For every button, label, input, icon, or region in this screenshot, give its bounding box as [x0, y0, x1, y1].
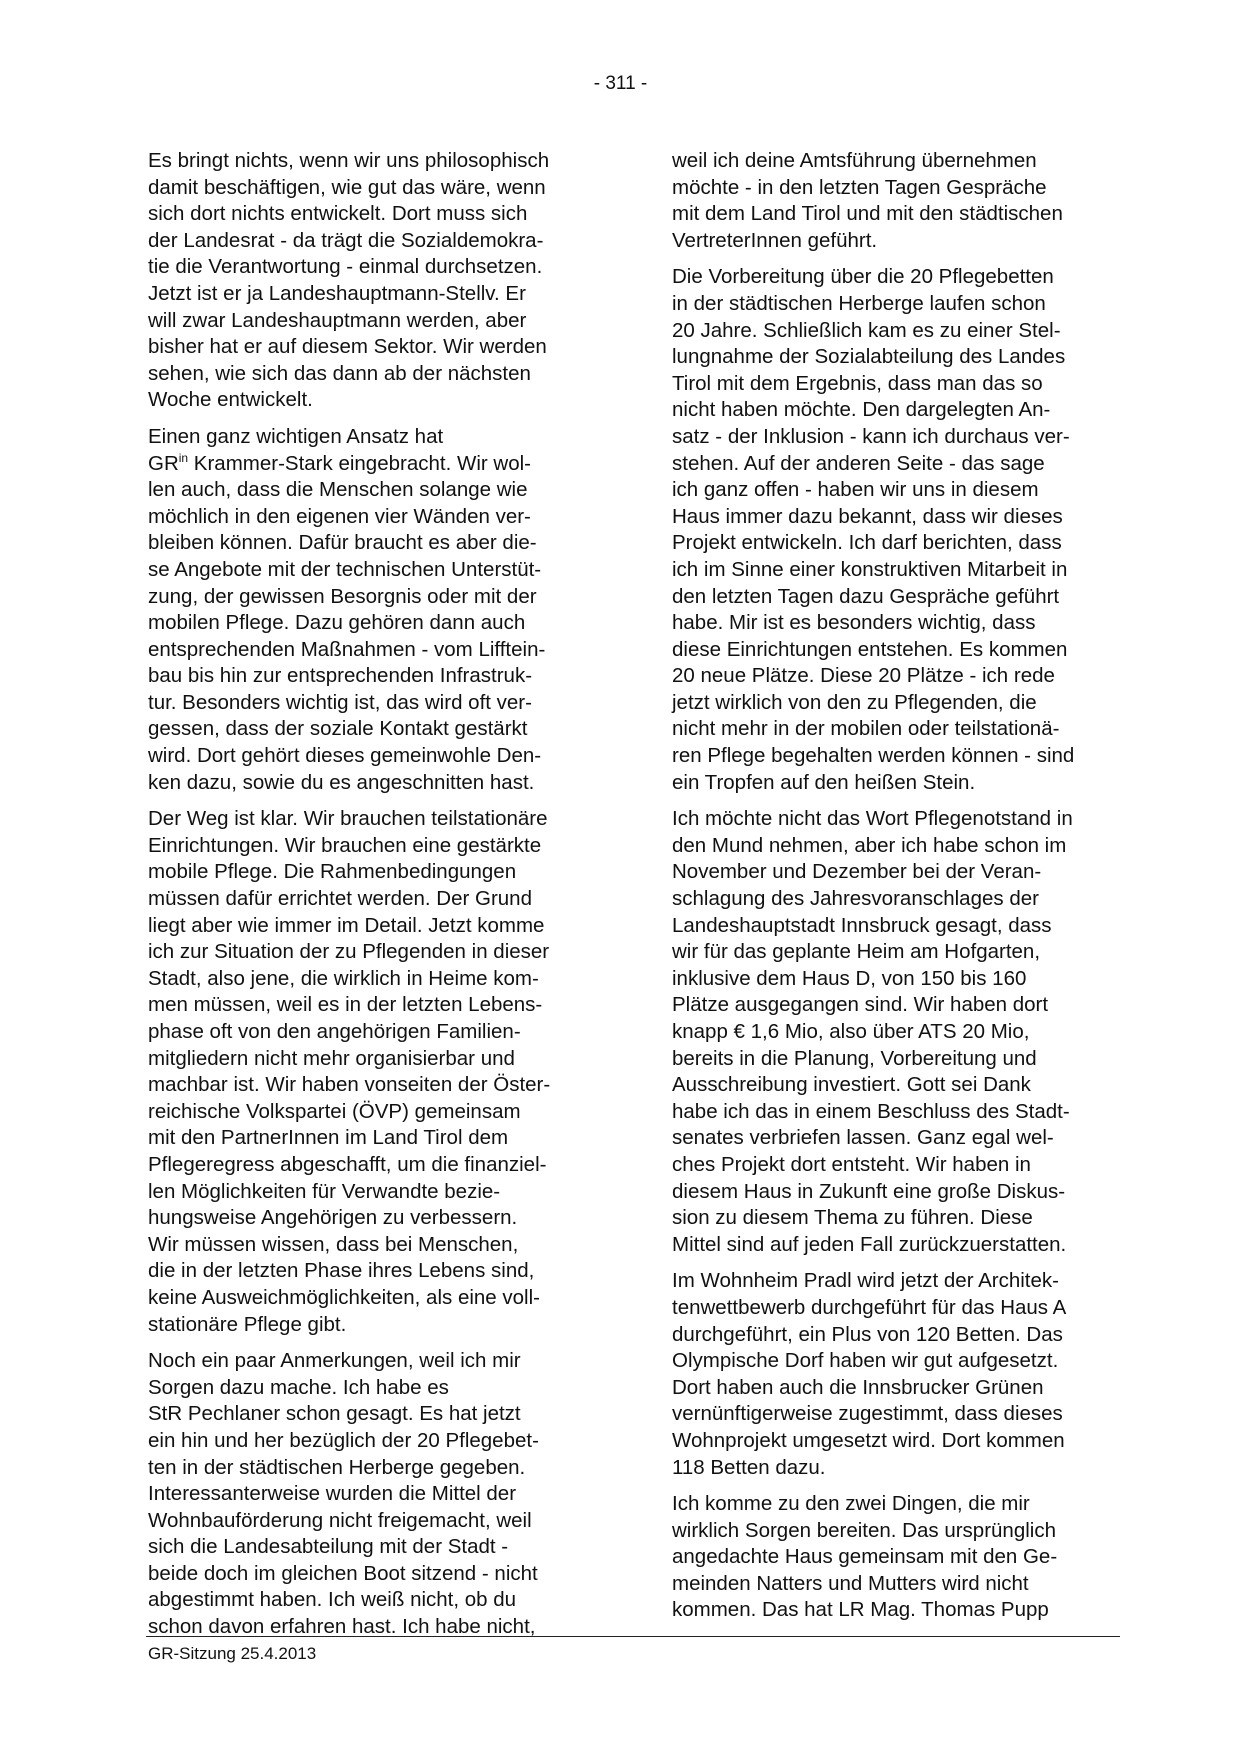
text-line: reichische Volkspartei (ÖVP) gemeinsam — [148, 1099, 521, 1123]
text-line: tur. Besonders wichtig ist, das wird oft ver- — [148, 690, 532, 714]
text-line: will zwar Landeshauptmann werden, aber — [148, 308, 527, 332]
footer-divider — [146, 1636, 1120, 1637]
text-line: Ich möchte nicht das Wort Pflegenotstand in — [672, 807, 1073, 831]
text-line: durchgeführt, ein Plus von 120 Betten. Das — [672, 1322, 1063, 1346]
text-line: bereits in die Planung, Vorbereitung und — [672, 1046, 1037, 1070]
text-line: len Möglichkeiten für Verwandte bezie- — [148, 1179, 501, 1203]
text-line: satz - der Inklusion - kann ich durchaus ver- — [672, 424, 1070, 448]
text-line: mobile Pflege. Die Rahmenbedingungen — [148, 860, 517, 884]
page-number: - 311 - — [593, 73, 648, 94]
text-line: $GR^{in}$ Krammer-Stark eingebracht. Wir wol- — [148, 450, 531, 475]
text-line: die in der letzten Phase ihres Lebens sind, — [148, 1259, 535, 1283]
text-line: möchte - in den letzten Tagen Gespräche — [672, 175, 1047, 199]
text-line: ken dazu, sowie du es angeschnitten hast. — [148, 770, 535, 794]
text-line: ich im Sinne einer konstruktiven Mitarbeit in — [672, 557, 1068, 581]
text-line: angedachte Haus gemeinsam mit den Ge- — [672, 1545, 1058, 1569]
text-line: phase oft von den angehörigen Familien- — [148, 1020, 521, 1043]
text-line: Dort haben auch die Innsbrucker Grünen — [672, 1375, 1044, 1399]
text-line: Haus immer dazu bekannt, dass wir dieses — [672, 504, 1063, 528]
text-line: den Mund nehmen, aber ich habe schon im — [672, 833, 1067, 857]
text-line: sion zu diesem Thema zu führen. Diese — [672, 1206, 1033, 1230]
text-line: se Angebote mit der technischen Unterstüt- — [148, 557, 542, 581]
text-line: men müssen, weil es in der letzten Lebens- — [148, 993, 543, 1017]
paragraph — [148, 1348, 603, 1641]
text-line: damit beschäftigen, wie gut das wäre, wenn — [148, 175, 546, 199]
text-line: 118 Betten dazu. — [672, 1455, 826, 1479]
text-line: Es bringt nichts, wenn wir uns philosophisch — [148, 149, 550, 172]
right-column — [672, 148, 1127, 1624]
text-line: Wir müssen wissen, dass bei Menschen, — [148, 1232, 519, 1256]
text-line: Der Weg ist klar. Wir brauchen teilstationäre — [148, 807, 548, 831]
text-line: tenwettbewerb durchgeführt für das Haus A — [672, 1295, 1067, 1319]
text-line: mitgliedern nicht mehr organisierbar und — [148, 1046, 515, 1070]
text-line: meinden Natters und Mutters wird nicht — [672, 1571, 1029, 1595]
text-line: schon davon erfahren hast. Ich habe nicht, — [148, 1615, 536, 1639]
text-line: stationäre Pflege gibt. — [148, 1312, 347, 1336]
text-line: den letzten Tagen dazu Gespräche geführt — [672, 584, 1060, 608]
text-line: stehen. Auf der anderen Seite - das sage — [672, 451, 1045, 475]
text-line: 20 Jahre. Schließlich kam es zu einer Stel- — [672, 318, 1061, 342]
text-line: machbar ist. Wir haben vonseiten der Öster- — [148, 1073, 551, 1097]
text-line: Projekt entwickeln. Ich darf berichten, dass — [672, 531, 1062, 555]
text-line: 20 neue Plätze. Diese 20 Plätze - ich rede — [672, 664, 1055, 688]
text-line: November und Dezember bei der Veran- — [672, 860, 1042, 884]
text-line: ein Tropfen auf den heißen Stein. — [672, 770, 976, 794]
paragraph — [148, 148, 603, 414]
paragraph — [672, 148, 1127, 254]
text-line: gessen, dass der soziale Kontakt gestärkt — [148, 717, 528, 741]
text-line: knapp € 1,6 Mio, also über ATS 20 Mio, — [672, 1020, 1030, 1043]
text-line: weil ich deine Amtsführung übernehmen — [672, 149, 1037, 172]
text-line: StR Pechlaner schon gesagt. Es hat jetzt — [148, 1402, 521, 1426]
superscript: in — [178, 450, 189, 465]
text-line: senates verbriefen lassen. Ganz egal wel- — [672, 1126, 1054, 1150]
text-line: jetzt wirklich von den zu Pflegenden, die — [672, 690, 1037, 714]
text-line: wirklich Sorgen bereiten. Das ursprünglich — [672, 1518, 1056, 1542]
text-line: habe ich das in einem Beschluss des Stadt- — [672, 1099, 1070, 1123]
text-line: Ich komme zu den zwei Dingen, die mir — [672, 1492, 1030, 1516]
text-line: Einrichtungen. Wir brauchen eine gestärkte — [148, 833, 542, 857]
text-line: ich ganz offen - haben wir uns in diesem — [672, 478, 1039, 502]
paragraph — [672, 806, 1127, 1258]
text-line: diese Einrichtungen entstehen. Es kommen — [672, 637, 1068, 661]
text-line: bisher hat er auf diesem Sektor. Wir werden — [148, 335, 547, 359]
text-line: lungnahme der Sozialabteilung des Landes — [672, 345, 1066, 369]
left-column — [148, 148, 603, 1641]
footer-session-date: GR-Sitzung 25.4.2013 — [148, 1644, 317, 1663]
text-line: Noch ein paar Anmerkungen, weil ich mir — [148, 1349, 521, 1373]
text-line: mit dem Land Tirol und mit den städtischen — [672, 202, 1063, 226]
text-line: Tirol mit dem Ergebnis, dass man das so — [672, 371, 1043, 395]
text-line: len auch, dass die Menschen solange wie — [148, 478, 528, 502]
text-line: nicht haben möchte. Den dargelegten An- — [672, 398, 1051, 422]
text-line: möchlich in den eigenen vier Wänden ver- — [148, 504, 531, 528]
text-line: inklusive dem Haus D, von 150 bis 160 — [672, 966, 1027, 990]
text-line: ich zur Situation der zu Pflegenden in dieser — [148, 940, 550, 964]
text-line: mobilen Pflege. Dazu gehören dann auch — [148, 611, 526, 635]
text-line: vernünftigerweise zugestimmt, dass dieses — [672, 1402, 1063, 1426]
paragraph — [672, 264, 1127, 796]
paragraph — [148, 424, 603, 796]
text-line: Olympische Dorf haben wir gut aufgesetzt. — [672, 1349, 1059, 1373]
text-line: Die Vorbereitung über die 20 Pflegebetten — [672, 265, 1054, 289]
text-line: der Landesrat - da trägt die Sozialdemokra- — [148, 228, 544, 252]
text-line: sich die Landesabteilung mit der Stadt - — [148, 1535, 509, 1559]
paragraph — [672, 1491, 1127, 1624]
text-line: ein hin und her bezüglich der 20 Pflegebet- — [148, 1428, 539, 1452]
text-line: wird. Dort gehört dieses gemeinwohle Den- — [148, 744, 542, 768]
text-line: schlagung des Jahresvoranschlages der — [672, 887, 1039, 911]
text-line: hungsweise Angehörigen zu verbessern. — [148, 1206, 518, 1230]
text-line: Einen ganz wichtigen Ansatz hat — [148, 424, 444, 448]
text-line: Plätze ausgegangen sind. Wir haben dort — [672, 993, 1049, 1017]
text-line: ren Pflege begehalten werden können - sind — [672, 744, 1075, 768]
text-line: keine Ausweichmöglichkeiten, als eine voll- — [148, 1285, 540, 1309]
text-line: Wohnbauförderung nicht freigemacht, weil — [148, 1508, 532, 1532]
paragraph — [148, 806, 603, 1338]
text-line: sehen, wie sich das dann ab der nächsten — [148, 361, 531, 385]
text-line: Jetzt ist er ja Landeshauptmann-Stellv. Er — [148, 281, 526, 305]
text-line: Landeshauptstadt Innsbruck gesagt, dass — [672, 913, 1052, 937]
text-line: habe. Mir ist es besonders wichtig, dass — [672, 611, 1036, 635]
paragraph — [672, 1268, 1127, 1481]
text-line: nicht mehr in der mobilen oder teilstationä- — [672, 717, 1060, 741]
text-line: entsprechenden Maßnahmen - vom Lifftein- — [148, 637, 546, 661]
text-line: müssen dafür errichtet werden. Der Grund — [148, 887, 532, 911]
text-line: Woche entwickelt. — [148, 388, 313, 412]
text-line: kommen. Das hat LR Mag. Thomas Pupp — [672, 1598, 1049, 1622]
text-line: tie die Verantwortung - einmal durchsetzen. — [148, 255, 543, 279]
text-line: zung, der gewissen Besorgnis oder mit der — [148, 584, 537, 608]
text-line: Sorgen dazu mache. Ich habe es — [148, 1375, 449, 1399]
text-line: Stadt, also jene, die wirklich in Heime kom- — [148, 966, 539, 990]
text-line: Wohnprojekt umgesetzt wird. Dort kommen — [672, 1428, 1065, 1452]
text-line: Ausschreibung investiert. Gott sei Dank — [672, 1073, 1031, 1097]
text-line: Im Wohnheim Pradl wird jetzt der Architek- — [672, 1269, 1059, 1293]
text-line: Pflegeregress abgeschafft, um die finanziel- — [148, 1152, 547, 1176]
text-line: abgestimmt haben. Ich weiß nicht, ob du — [148, 1588, 517, 1612]
text-line: sich dort nichts entwickelt. Dort muss sich — [148, 202, 528, 226]
text-line: beide doch im gleichen Boot sitzend - nicht — [148, 1561, 538, 1585]
text-line: bleiben können. Dafür braucht es aber die- — [148, 531, 537, 555]
text-line: bau bis hin zur entsprechenden Infrastruk- — [148, 664, 533, 688]
text-line: liegt aber wie immer im Detail. Jetzt komme — [148, 913, 545, 937]
text-line: VertreterInnen geführt. — [672, 228, 878, 252]
text-line: ches Projekt dort entsteht. Wir haben in — [672, 1152, 1031, 1176]
text-line: diesem Haus in Zukunft eine große Diskus- — [672, 1179, 1066, 1203]
text-line: Mittel sind auf jeden Fall zurückzuerstatten. — [672, 1232, 1067, 1256]
text-line: mit den PartnerInnen im Land Tirol dem — [148, 1126, 509, 1150]
text-line: in der städtischen Herberge laufen schon — [672, 291, 1046, 315]
text-line: wir für das geplante Heim am Hofgarten, — [672, 940, 1041, 964]
text-line: Interessanterweise wurden die Mittel der — [148, 1482, 517, 1506]
text-line: ten in der städtischen Herberge gegeben. — [148, 1455, 526, 1479]
